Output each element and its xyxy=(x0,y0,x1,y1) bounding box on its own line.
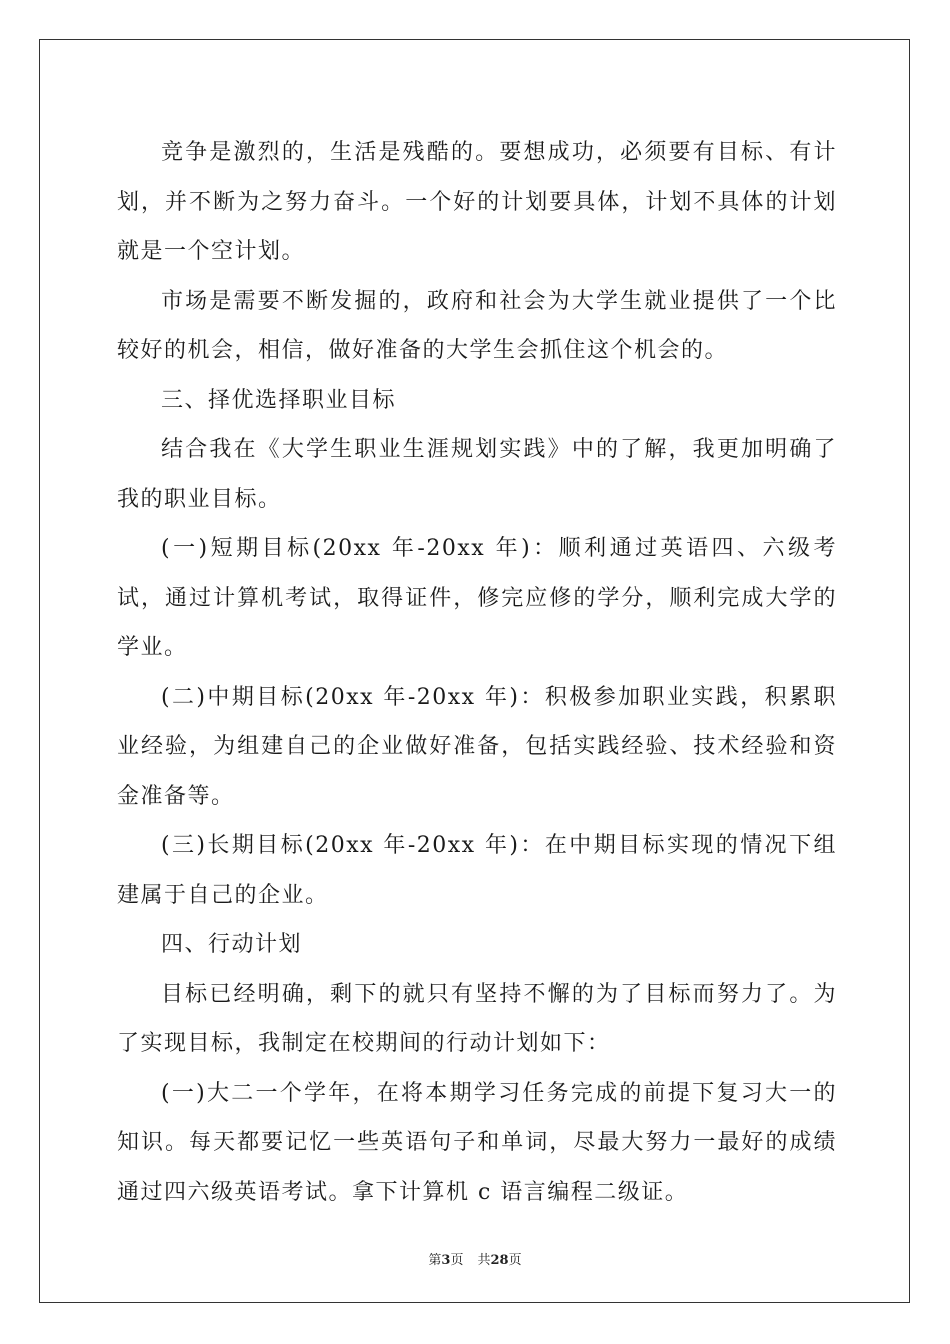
total-prefix: 共 xyxy=(477,1253,491,1268)
paragraph: (一)大二一个学年，在将本期学习任务完成的前提下复习大一的知识。每天都要记忆一些英语句子和单词，尽最大努力一最好的成绩通过四六级英语考试。拿下计算机 c 语言编程二级证。 xyxy=(117,1080,837,1205)
paragraph: (三)长期目标(20xx 年-20xx 年)：在中期目标实现的情况下组建属于自己的企业。 xyxy=(117,833,837,908)
total-suffix: 页 xyxy=(508,1253,522,1268)
section-heading: 四、行动计划 xyxy=(161,932,303,957)
document-body xyxy=(117,128,837,1217)
paragraph: 竞争是激烈的，生活是残酷的。要想成功，必须要有目标、有计划，并不断为之努力奋斗。一个好的计划要具体，计划不具体的计划就是一个空计划。 xyxy=(117,140,837,264)
paragraph: 市场是需要不断发掘的，政府和社会为大学生就业提供了一个比较好的机会，相信，做好准备的大学生会抓住这个机会的。 xyxy=(117,288,837,363)
paragraph: 结合我在《大学生职业生涯规划实践》中的了解，我更加明确了我的职业目标。 xyxy=(117,437,837,512)
paragraph: 目标已经明确，剩下的就只有坚持不懈的为了目标而努力了。为了实现目标，我制定在校期间的行动计划如下： xyxy=(117,981,837,1056)
page-suffix: 页 xyxy=(450,1253,464,1268)
page-number: 3 xyxy=(441,1253,451,1268)
page-prefix: 第 xyxy=(428,1253,442,1268)
page-footer xyxy=(0,1249,950,1268)
paragraph: (一)短期目标(20xx 年-20xx 年)：顺利通过英语四、六级考试，通过计算机考试，取得证件，修完应修的学分，顺利完成大学的学业。 xyxy=(117,536,837,660)
section-heading: 三、择优选择职业目标 xyxy=(161,387,397,413)
paragraph: (二)中期目标(20xx 年-20xx 年)：积极参加职业实践，积累职业经验，为组建自己的企业做好准备，包括实践经验、技术经验和资金准备等。 xyxy=(117,684,837,809)
total-pages: 28 xyxy=(490,1253,509,1268)
